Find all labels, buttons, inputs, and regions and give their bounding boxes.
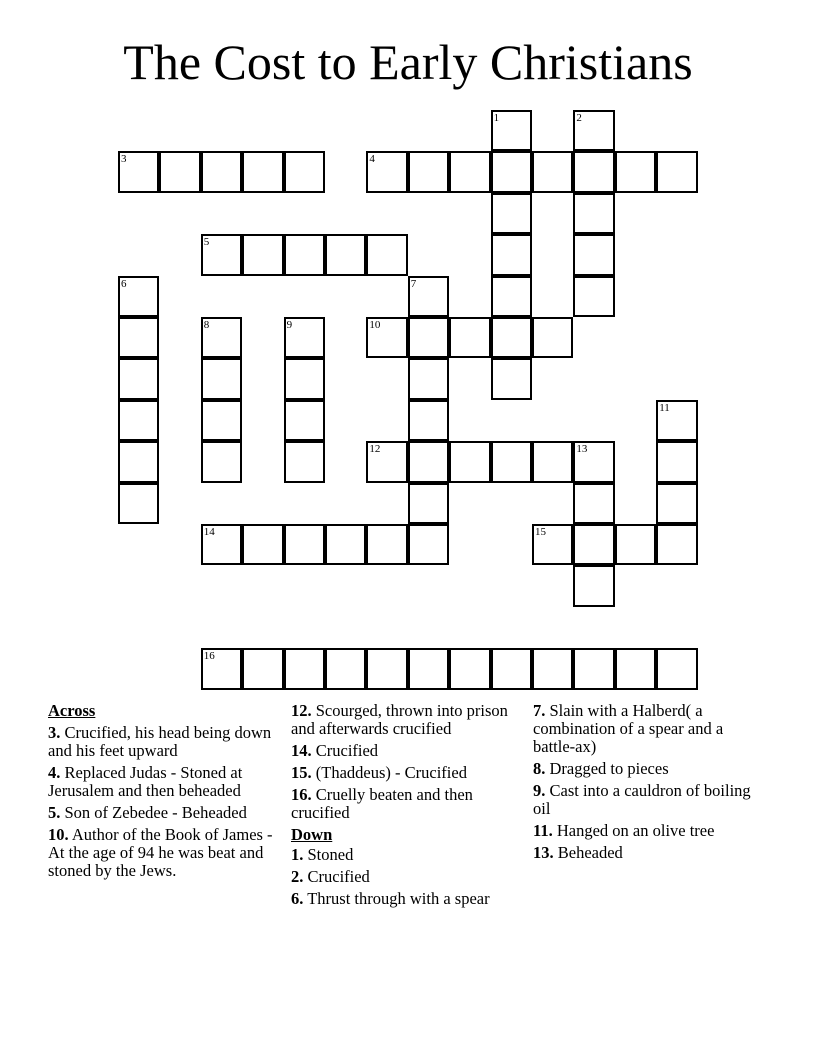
grid-cell[interactable] bbox=[201, 317, 242, 358]
grid-cell[interactable] bbox=[242, 524, 283, 565]
clue-item bbox=[533, 760, 765, 778]
grid-cell[interactable] bbox=[573, 193, 614, 234]
grid-cell[interactable] bbox=[118, 317, 159, 358]
clue-item bbox=[48, 724, 280, 760]
cell-number: 2 bbox=[576, 112, 582, 124]
grid-cell[interactable] bbox=[408, 151, 449, 192]
cell-number: 6 bbox=[121, 277, 127, 290]
grid-cell[interactable] bbox=[118, 483, 159, 524]
grid-cell[interactable] bbox=[532, 648, 573, 689]
clue-number: 16. bbox=[291, 785, 312, 804]
grid-cell[interactable] bbox=[449, 648, 490, 689]
grid-cell[interactable] bbox=[242, 151, 283, 192]
grid-cell[interactable] bbox=[449, 317, 490, 358]
grid-cell[interactable] bbox=[118, 441, 159, 482]
grid-cell[interactable] bbox=[573, 234, 614, 275]
clue-number: 7. bbox=[533, 701, 546, 720]
cell-number: 14 bbox=[203, 526, 215, 538]
clue-column-1 bbox=[48, 702, 280, 884]
grid-cell[interactable] bbox=[284, 648, 325, 689]
clue-item bbox=[291, 846, 523, 864]
clue-item bbox=[48, 764, 280, 800]
grid-cell[interactable] bbox=[491, 110, 532, 151]
grid-cell[interactable] bbox=[656, 441, 697, 482]
grid-cell[interactable] bbox=[118, 400, 159, 441]
grid-cell[interactable] bbox=[491, 276, 532, 317]
grid-cell[interactable] bbox=[201, 648, 242, 689]
grid-cell[interactable] bbox=[615, 648, 656, 689]
grid-cell[interactable] bbox=[366, 648, 407, 689]
clue-item bbox=[533, 782, 765, 818]
cell-number: 4 bbox=[369, 153, 375, 166]
clue-number: 9. bbox=[533, 781, 546, 800]
across-heading: Across bbox=[48, 701, 96, 720]
grid-cell[interactable] bbox=[118, 276, 159, 317]
grid-cell[interactable] bbox=[201, 358, 242, 399]
grid-cell[interactable] bbox=[491, 358, 532, 399]
clue-text: Hanged on an olive tree bbox=[552, 821, 715, 840]
cell-number: 7 bbox=[410, 277, 417, 290]
grid-cell[interactable] bbox=[366, 524, 407, 565]
grid-cell[interactable] bbox=[573, 648, 614, 689]
clue-item bbox=[291, 890, 523, 908]
clue-number: 12. bbox=[291, 701, 312, 720]
clue-column-2 bbox=[291, 702, 523, 912]
clue-number: 10. bbox=[48, 825, 69, 844]
grid-cell[interactable] bbox=[366, 151, 407, 192]
clue-text: Slain with a Halberd( a combination of a spear and a battle-ax) bbox=[533, 701, 724, 756]
clue-item bbox=[533, 822, 765, 840]
cell-number: 8 bbox=[203, 319, 210, 331]
grid-cell[interactable] bbox=[656, 151, 697, 192]
clue-text: Beheaded bbox=[553, 843, 623, 862]
grid-cell[interactable] bbox=[118, 151, 159, 192]
clue-text: Scourged, thrown into prison and afterwards crucified bbox=[291, 701, 508, 738]
grid-cell[interactable] bbox=[201, 151, 242, 192]
clue-text: Dragged to pieces bbox=[545, 759, 669, 778]
grid-cell[interactable] bbox=[573, 276, 614, 317]
grid-cell[interactable] bbox=[366, 441, 407, 482]
down-heading: Down bbox=[291, 825, 333, 844]
grid-cell[interactable] bbox=[284, 400, 325, 441]
grid-cell[interactable] bbox=[491, 151, 532, 192]
grid-cell[interactable] bbox=[408, 524, 449, 565]
grid-cell[interactable] bbox=[573, 441, 614, 482]
clue-text: Author of the Book of James - At the age of 94 he was beat and stoned by the Jews. bbox=[48, 825, 273, 880]
grid-cell[interactable] bbox=[615, 524, 656, 565]
grid-cell[interactable] bbox=[656, 648, 697, 689]
grid-cell[interactable] bbox=[408, 648, 449, 689]
grid-cell[interactable] bbox=[491, 234, 532, 275]
grid-cell[interactable] bbox=[159, 151, 200, 192]
grid-cell[interactable] bbox=[325, 524, 366, 565]
clue-number: 2. bbox=[291, 867, 304, 886]
grid-cell[interactable] bbox=[532, 524, 573, 565]
grid-cell[interactable] bbox=[573, 565, 614, 606]
clue-item bbox=[48, 826, 280, 880]
grid-cell[interactable] bbox=[201, 234, 242, 275]
clue-text: Crucified bbox=[303, 867, 370, 886]
clue-number: 6. bbox=[291, 889, 304, 908]
grid-cell[interactable] bbox=[491, 317, 532, 358]
clue-text: Crucified bbox=[311, 741, 379, 760]
grid-cell[interactable] bbox=[573, 110, 614, 151]
cell-number: 9 bbox=[286, 319, 293, 331]
clue-item bbox=[48, 804, 280, 822]
clue-text: Thrust through with a spear bbox=[303, 889, 490, 908]
grid-cell[interactable] bbox=[491, 441, 532, 482]
clue-item bbox=[291, 786, 523, 822]
grid-cell[interactable] bbox=[118, 358, 159, 399]
clue-text: Cruelly beaten and then crucified bbox=[291, 785, 473, 822]
clue-number: 15. bbox=[291, 763, 312, 782]
clue-item bbox=[291, 868, 523, 886]
grid-cell[interactable] bbox=[201, 524, 242, 565]
grid-cell[interactable] bbox=[615, 151, 656, 192]
cell-number: 1 bbox=[493, 112, 500, 124]
grid-cell[interactable] bbox=[491, 193, 532, 234]
clue-text: Cast into a cauldron of boiling oil bbox=[533, 781, 751, 818]
clue-number: 3. bbox=[48, 723, 61, 742]
grid-cell[interactable] bbox=[242, 234, 283, 275]
clue-number: 5. bbox=[48, 803, 61, 822]
clue-number: 4. bbox=[48, 763, 61, 782]
grid-cell[interactable] bbox=[573, 483, 614, 524]
clue-item bbox=[291, 702, 523, 738]
clue-text: Son of Zebedee - Beheaded bbox=[60, 803, 247, 822]
clue-number: 14. bbox=[291, 741, 312, 760]
grid-cell[interactable] bbox=[284, 234, 325, 275]
grid-cell[interactable] bbox=[284, 358, 325, 399]
grid-cell[interactable] bbox=[284, 317, 325, 358]
grid-cell[interactable] bbox=[201, 400, 242, 441]
cell-number: 5 bbox=[203, 236, 210, 249]
grid-cell[interactable] bbox=[201, 441, 242, 482]
cell-number: 10 bbox=[369, 319, 381, 331]
clue-item bbox=[533, 844, 765, 862]
clue-text: (Thaddeus) - Crucified bbox=[311, 763, 467, 782]
grid-cell[interactable] bbox=[532, 151, 573, 192]
grid-cell[interactable] bbox=[366, 317, 407, 358]
clue-text: Replaced Judas - Stoned at Jerusalem and then beheaded bbox=[48, 763, 243, 800]
clue-number: 1. bbox=[291, 845, 304, 864]
grid-cell[interactable] bbox=[284, 151, 325, 192]
grid-cell[interactable] bbox=[449, 151, 490, 192]
clue-number: 11. bbox=[533, 821, 553, 840]
grid-cell[interactable] bbox=[408, 358, 449, 399]
grid-cell[interactable] bbox=[408, 400, 449, 441]
clue-item bbox=[533, 702, 765, 756]
grid-cell[interactable] bbox=[284, 441, 325, 482]
grid-cell[interactable] bbox=[532, 441, 573, 482]
grid-cell[interactable] bbox=[325, 648, 366, 689]
grid-cell[interactable] bbox=[408, 483, 449, 524]
grid-cell[interactable] bbox=[656, 524, 697, 565]
grid-cell[interactable] bbox=[491, 648, 532, 689]
clue-number: 8. bbox=[533, 759, 546, 778]
grid-cell[interactable] bbox=[449, 441, 490, 482]
cell-number: 11 bbox=[659, 401, 670, 414]
grid-cell[interactable] bbox=[656, 483, 697, 524]
cell-number: 3 bbox=[121, 153, 127, 166]
clue-text: Crucified, his head being down and his feet upward bbox=[48, 723, 272, 760]
cell-number: 13 bbox=[576, 443, 588, 456]
grid-cell[interactable] bbox=[366, 234, 407, 275]
clue-item bbox=[291, 742, 523, 760]
cell-number: 16 bbox=[203, 650, 215, 663]
grid-cell[interactable] bbox=[325, 234, 366, 275]
grid-cell[interactable] bbox=[408, 276, 449, 317]
clue-text: Stoned bbox=[303, 845, 354, 864]
clue-number: 13. bbox=[533, 843, 554, 862]
grid-cell[interactable] bbox=[284, 524, 325, 565]
clue-item bbox=[291, 764, 523, 782]
cell-number: 15 bbox=[535, 526, 546, 538]
cell-number: 12 bbox=[369, 443, 381, 456]
grid-cell[interactable] bbox=[573, 524, 614, 565]
grid-cell[interactable] bbox=[656, 400, 697, 441]
grid-cell[interactable] bbox=[573, 151, 614, 192]
puzzle-title: The Cost to Early Christians bbox=[123, 34, 693, 90]
grid-cell[interactable] bbox=[408, 317, 449, 358]
grid-cell[interactable] bbox=[242, 648, 283, 689]
grid-cell[interactable] bbox=[408, 441, 449, 482]
clue-column-3 bbox=[533, 702, 765, 866]
grid-cell[interactable] bbox=[532, 317, 573, 358]
